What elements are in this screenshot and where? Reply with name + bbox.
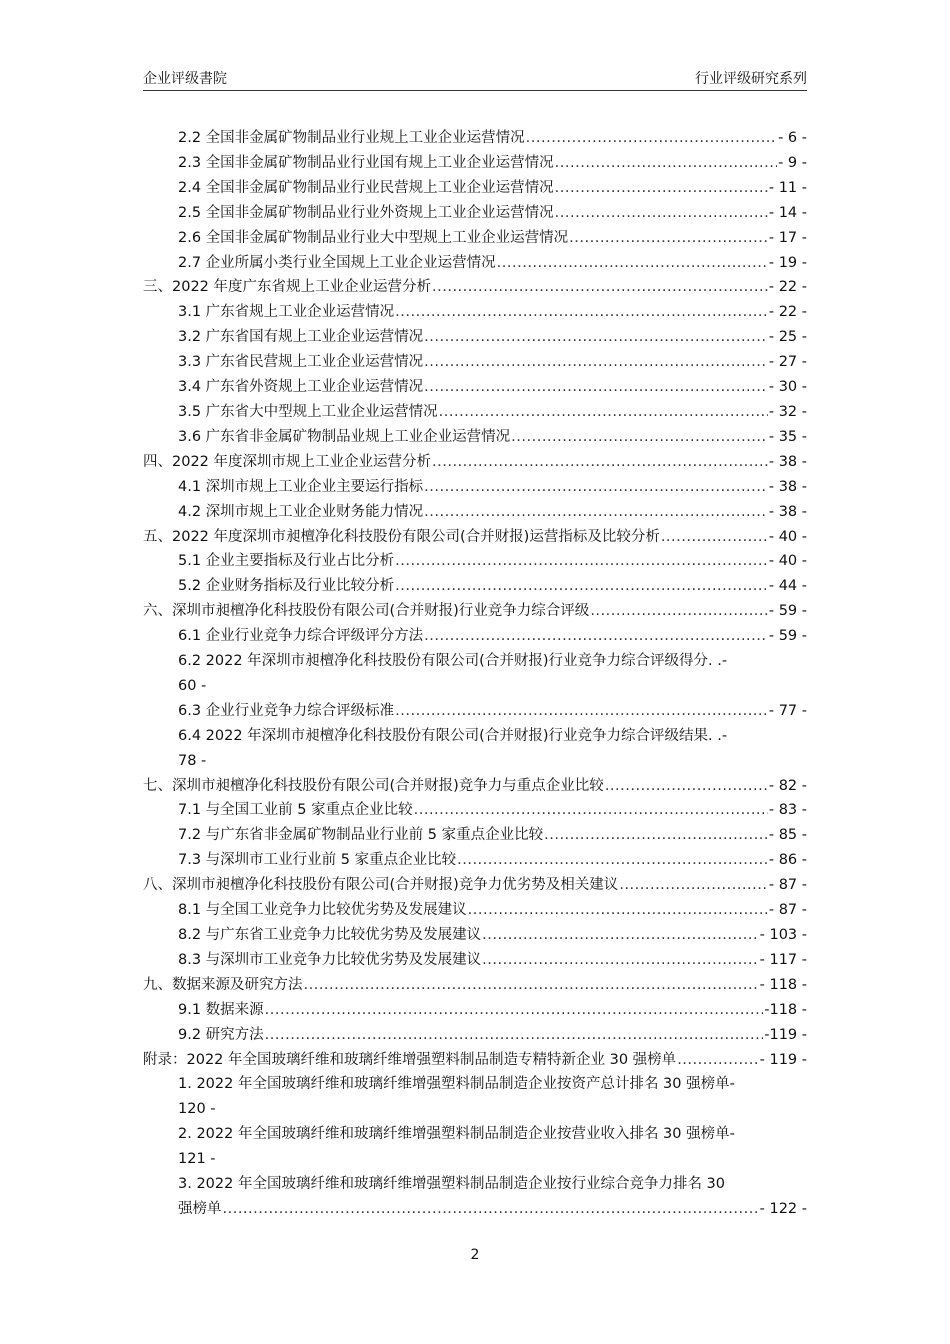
dot-leader <box>555 151 777 176</box>
toc-chapter-entry[interactable] <box>143 774 807 799</box>
toc-entry-title: 2.5 全国非金属矿物制品业行业外资规上工业企业运营情况 <box>178 204 554 221</box>
toc-entry-page: - 17 - <box>768 229 807 246</box>
toc-entry[interactable] <box>143 699 807 724</box>
toc-entry-continuation[interactable] <box>143 1197 807 1222</box>
toc-entry-page: - 30 - <box>768 379 807 396</box>
toc-entry-page: - 25 - <box>768 329 807 346</box>
page-number: 2 <box>470 1247 480 1263</box>
toc-chapter-entry[interactable] <box>143 525 807 550</box>
toc-entry[interactable] <box>143 798 807 823</box>
toc-entry-title: 8.3 与深圳市工业竞争力比较优劣势及发展建议 <box>178 951 482 968</box>
dot-leader <box>395 699 768 724</box>
toc-entry-page: - 11 - <box>768 179 807 196</box>
toc-entry[interactable] <box>143 549 807 574</box>
dot-leader <box>424 624 768 649</box>
dot-leader <box>424 500 768 525</box>
toc-entry-title: 7.1 与全国工业前 5 家重点企业比较 <box>178 802 413 819</box>
toc-entry[interactable] <box>143 1122 807 1172</box>
toc-entry[interactable] <box>143 300 807 325</box>
toc-entry[interactable] <box>143 226 807 251</box>
toc-entry-page: - 122 - <box>759 1200 807 1217</box>
toc-entry[interactable] <box>143 823 807 848</box>
toc-chapter-entry[interactable] <box>143 1048 807 1073</box>
toc-chapter-entry[interactable] <box>143 275 807 300</box>
dot-leader <box>439 400 768 425</box>
toc-chapter-entry[interactable] <box>143 873 807 898</box>
toc-entry-title: 7.3 与深圳市工业行业前 5 家重点企业比较 <box>178 852 457 869</box>
toc-entry-title: 3.5 广东省大中型规上工业企业运营情况 <box>178 403 438 420</box>
dot-leader <box>544 823 768 848</box>
toc-entry[interactable] <box>143 624 807 649</box>
toc-entry-title: 3.1 广东省规上工业企业运营情况 <box>178 304 395 321</box>
toc-entry-title: 3.3 广东省民营规上工业企业运营情况 <box>178 354 424 371</box>
toc-entry-page: - 22 - <box>768 279 807 296</box>
toc-entry-title: 2.3 全国非金属矿物制品业行业国有规上工业企业运营情况 <box>178 154 554 171</box>
toc-entry[interactable] <box>143 574 807 599</box>
toc-entry-title: 六、深圳市昶檀净化科技股份有限公司(合并财报)行业竞争力综合评级 <box>143 603 590 620</box>
toc-entry-title: 九、数据来源及研究方法 <box>143 976 303 993</box>
toc-entry-title: 8.2 与广东省工业竞争力比较优劣势及发展建议 <box>178 927 482 943</box>
toc-entry-title: 2.2 全国非金属矿物制品业行业规上工业企业运营情况 <box>178 130 525 146</box>
header-right-text: 行业评级研究系列 <box>695 71 807 87</box>
toc-entry-page: - 27 - <box>768 354 807 371</box>
toc-entry-title: 3. 2022 年全国玻璃纤维和玻璃纤维增强塑料制品制造企业按行业综合竞争力排名 30 <box>178 1176 726 1193</box>
toc-entry-title: 6.3 企业行业竞争力综合评级标准 <box>178 702 395 719</box>
toc-entry-page: - 86 - <box>768 852 807 869</box>
toc-entry-title: 七、深圳市昶檀净化科技股份有限公司(合并财报)竞争力与重点企业比较 <box>143 777 604 794</box>
toc-entry[interactable] <box>143 325 807 350</box>
toc-entry[interactable] <box>143 425 807 450</box>
toc-entry-page: - 38 - <box>768 503 807 520</box>
toc-entry[interactable] <box>143 948 807 973</box>
toc-entry[interactable] <box>143 848 807 873</box>
dot-leader <box>414 798 768 823</box>
toc-entry-page: - 14 - <box>768 204 807 221</box>
dot-leader <box>424 375 768 400</box>
toc-entry-page: - 119 - <box>759 1051 807 1068</box>
toc-entry-title: 4.1 深圳市规上工业企业主要运行指标 <box>178 478 424 495</box>
toc-entry-page: - 117 - <box>759 951 807 968</box>
dot-leader <box>424 475 768 500</box>
toc-entry-title: 7.2 与广东省非金属矿物制品业行业前 5 家重点企业比较 <box>178 827 544 844</box>
toc-entry-page: 78 - <box>178 752 207 769</box>
toc-entry-title: 五、2022 年度深圳市昶檀净化科技股份有限公司(合并财报)运营指标及比较分析 <box>143 528 660 545</box>
toc-entry[interactable] <box>143 350 807 375</box>
toc-entry-page: - 40 - <box>768 528 807 545</box>
toc-entry-title: 强榜单 <box>178 1200 222 1217</box>
page-header <box>143 68 807 91</box>
dot-leader <box>555 201 768 226</box>
dot-leader <box>432 450 768 475</box>
toc-entry-page: - 82 - <box>768 777 807 794</box>
toc-entry[interactable] <box>143 649 807 699</box>
toc-entry[interactable] <box>143 500 807 525</box>
toc-entry-title: 5.1 企业主要指标及行业占比分析 <box>178 553 395 570</box>
toc-entry-title: 9.2 研究方法 <box>178 1026 264 1043</box>
dot-leader <box>432 275 768 300</box>
toc-entry[interactable] <box>143 898 807 923</box>
dot-leader <box>526 126 777 151</box>
toc-entry[interactable] <box>143 475 807 500</box>
toc-entry-title: 6.4 2022 年深圳市昶檀净化科技股份有限公司(合并财报)行业竞争力综合评级结果. .- <box>178 727 728 744</box>
toc-entry-title: 四、2022 年度深圳市规上工业企业运营分析 <box>143 453 432 470</box>
toc-entry[interactable] <box>143 126 807 151</box>
dot-leader <box>677 1048 758 1073</box>
toc-entry[interactable] <box>143 923 807 948</box>
toc-entry-title: 9.1 数据来源 <box>178 1001 264 1018</box>
toc-entry[interactable] <box>143 201 807 226</box>
toc-entry[interactable] <box>143 1023 807 1048</box>
toc-entry[interactable] <box>143 998 807 1023</box>
dot-leader <box>482 948 758 973</box>
dot-leader <box>497 251 768 276</box>
toc-entry-title: 2.7 企业所属小类行业全国规上工业企业运营情况 <box>178 254 496 271</box>
toc-entry-title: 2.4 全国非金属矿物制品业行业民营规上工业企业运营情况 <box>178 179 554 196</box>
toc-entry-page: - 59 - <box>768 628 807 645</box>
toc-entry[interactable] <box>143 151 807 176</box>
toc-entry[interactable] <box>143 375 807 400</box>
toc-entry-title: 8.1 与全国工业竞争力比较优劣势及发展建议 <box>178 902 467 919</box>
toc-entry-page: - 59 - <box>768 603 807 620</box>
toc-entry-page: - 44 - <box>768 578 807 595</box>
dot-leader <box>619 873 768 898</box>
toc-entry-page: - 77 - <box>768 702 807 719</box>
toc-entry[interactable] <box>143 1072 807 1122</box>
toc-entry-page: -118 - <box>764 1001 807 1018</box>
toc-entry[interactable] <box>143 176 807 201</box>
toc-entry-title: 2. 2022 年全国玻璃纤维和玻璃纤维增强塑料制品制造企业按营业收入排名 30 强榜单- <box>178 1126 735 1143</box>
header-left-text: 企业评级書院 <box>143 71 227 87</box>
toc-entry-title: 三、2022 年度广东省规上工业企业运营分析 <box>143 279 432 296</box>
toc-entry-title: 5.2 企业财务指标及行业比较分析 <box>178 578 395 595</box>
toc-chapter-entry[interactable] <box>143 450 807 475</box>
toc-entry-page: 121 - <box>178 1151 216 1168</box>
toc-entry-page: - 85 - <box>768 827 807 844</box>
toc-entry-page: - 118 - <box>759 976 807 993</box>
toc-entry-page: -119 - <box>764 1026 807 1043</box>
toc-entry-page: - 22 - <box>768 304 807 321</box>
toc-entry-page: - 40 - <box>768 553 807 570</box>
toc-chapter-entry[interactable] <box>143 973 807 998</box>
toc-entry-title: 附录：2022 年全国玻璃纤维和玻璃纤维增强塑料制品制造专精特新企业 30 强榜单 <box>143 1051 677 1068</box>
table-of-contents <box>143 126 807 1222</box>
dot-leader <box>468 898 768 923</box>
dot-leader <box>395 549 768 574</box>
dot-leader <box>555 176 768 201</box>
dot-leader <box>605 774 768 799</box>
toc-entry-page: - 103 - <box>759 927 807 943</box>
dot-leader <box>424 350 768 375</box>
toc-entry[interactable] <box>143 724 807 774</box>
toc-entry[interactable] <box>143 400 807 425</box>
toc-entry-page: 120 - <box>178 1101 216 1118</box>
toc-entry-title: 八、深圳市昶檀净化科技股份有限公司(合并财报)竞争力优劣势及相关建议 <box>143 877 619 894</box>
toc-entry-title: 2.6 全国非金属矿物制品业行业大中型规上工业企业运营情况 <box>178 229 569 246</box>
toc-entry-title: 1. 2022 年全国玻璃纤维和玻璃纤维增强塑料制品制造企业按资产总计排名 30 强榜单- <box>178 1076 735 1093</box>
toc-entry-page: - 9 - <box>778 154 807 171</box>
toc-entry-page: - 38 - <box>768 453 807 470</box>
toc-entry-page: - 87 - <box>768 902 807 919</box>
dot-leader <box>265 998 764 1023</box>
dot-leader <box>661 525 768 550</box>
dot-leader <box>223 1197 759 1222</box>
toc-entry-title: 6.1 企业行业竞争力综合评级评分方法 <box>178 628 424 645</box>
dot-leader <box>395 574 768 599</box>
toc-entry-page: - 32 - <box>768 403 807 420</box>
toc-chapter-entry[interactable] <box>143 599 807 624</box>
dot-leader <box>569 226 768 251</box>
dot-leader <box>511 425 768 450</box>
dot-leader <box>457 848 768 873</box>
toc-entry-page: - 6 - <box>778 130 807 146</box>
dot-leader <box>395 300 768 325</box>
toc-entry-title: 3.6 广东省非金属矿物制品业规上工业企业运营情况 <box>178 428 511 445</box>
toc-entry-title: 6.2 2022 年深圳市昶檀净化科技股份有限公司(合并财报)行业竞争力综合评级得分. .- <box>178 653 728 670</box>
toc-entry[interactable] <box>143 1172 807 1197</box>
toc-entry-page: - 83 - <box>768 802 807 819</box>
dot-leader <box>304 973 759 998</box>
toc-entry-page: - 38 - <box>768 478 807 495</box>
toc-entry-title: 3.4 广东省外资规上工业企业运营情况 <box>178 379 424 396</box>
toc-entry-title: 3.2 广东省国有规上工业企业运营情况 <box>178 329 424 346</box>
dot-leader <box>424 325 768 350</box>
toc-entry-page: - 87 - <box>768 877 807 894</box>
dot-leader <box>265 1023 764 1048</box>
dot-leader <box>590 599 768 624</box>
toc-entry-title: 4.2 深圳市规上工业企业财务能力情况 <box>178 503 424 520</box>
toc-entry-page: 60 - <box>178 677 207 694</box>
toc-entry-page: - 35 - <box>768 428 807 445</box>
dot-leader <box>482 923 758 948</box>
toc-entry[interactable] <box>143 251 807 276</box>
toc-entry-page: - 19 - <box>768 254 807 271</box>
